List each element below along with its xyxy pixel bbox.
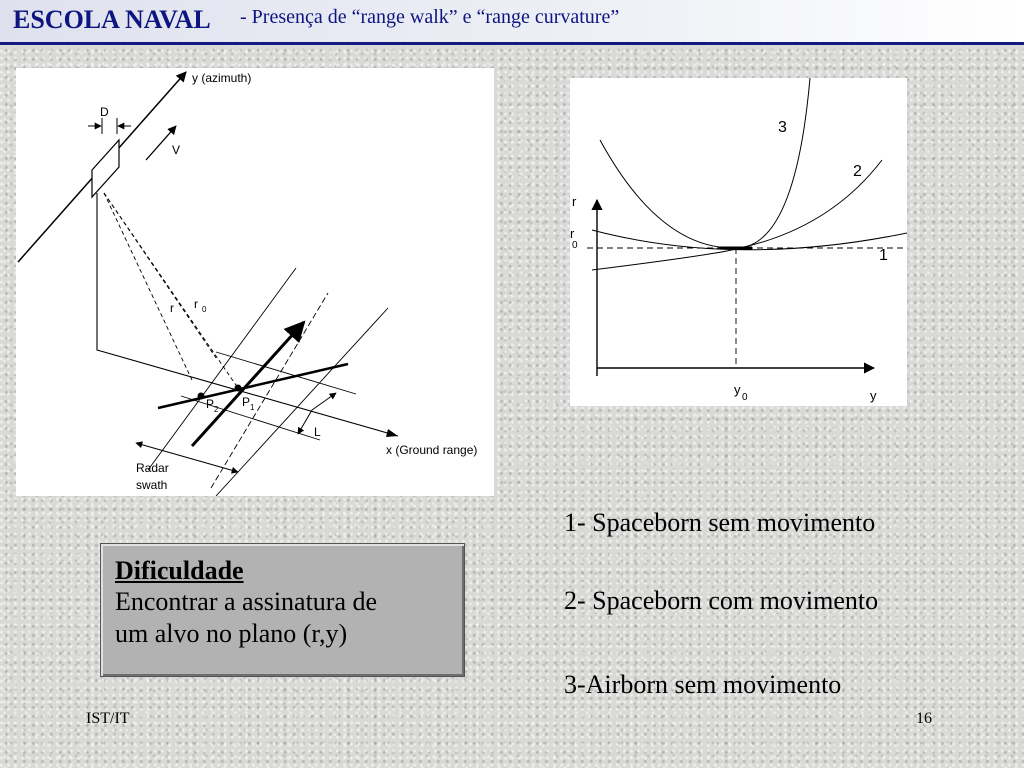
svg-text:0: 0 [572, 240, 578, 251]
svg-text:y: y [870, 388, 877, 403]
d-label: D [100, 105, 109, 119]
callout-title: Dificuldade [115, 556, 244, 585]
curve-3 [600, 78, 810, 248]
antenna-shape [92, 140, 119, 197]
svg-text:r: r [572, 194, 577, 209]
v-label: V [172, 143, 181, 157]
difficulty-callout [100, 543, 465, 677]
svg-text:1: 1 [250, 403, 255, 412]
callout-line-1: Encontrar a assinatura de [115, 587, 378, 616]
svg-text:2: 2 [214, 405, 219, 414]
svg-text:r: r [570, 226, 575, 241]
point-p2 [198, 393, 205, 400]
range-curves-svg [570, 78, 907, 406]
svg-text:y: y [734, 382, 741, 397]
brand-title: ESCOLA NAVAL [13, 5, 211, 34]
legend-item-1: 1- Spaceborn sem movimento [564, 508, 876, 537]
curve-label-1: 1 [879, 247, 888, 264]
curve-2 [592, 160, 882, 270]
l-label: L [314, 425, 321, 439]
point-p1 [235, 385, 242, 392]
svg-text:0: 0 [742, 392, 748, 403]
page-number: 16 [916, 710, 932, 727]
swath-label-1: Radar [136, 461, 169, 475]
callout-line-2: um alvo no plano (r,y) [115, 619, 348, 648]
svg-text:P: P [242, 395, 251, 409]
footer-institution: IST/IT [86, 710, 130, 727]
r-label: r [170, 301, 174, 315]
sar-geometry-svg [16, 68, 494, 496]
svg-text:0: 0 [202, 305, 207, 314]
curve-label-3: 3 [778, 119, 787, 136]
title-bar [0, 0, 1024, 45]
range-curves-diagram [570, 78, 907, 406]
sar-geometry-diagram [16, 68, 494, 496]
target-track-cross [158, 364, 348, 408]
x-axis-label: x (Ground range) [386, 443, 478, 457]
azimuth-label: y (azimuth) [192, 71, 252, 85]
swath-label-2: swath [136, 478, 168, 492]
svg-text:P: P [206, 397, 215, 411]
target-track-bold [192, 322, 304, 446]
r0-label: r [194, 297, 198, 311]
legend-item-2: 2- Spaceborn com movimento [564, 586, 879, 615]
curve-label-2: 2 [853, 163, 862, 180]
slide-subtitle: - Presença de “range walk” e “range curvature” [240, 6, 620, 28]
legend-item-3: 3-Airborn sem movimento [564, 670, 842, 699]
